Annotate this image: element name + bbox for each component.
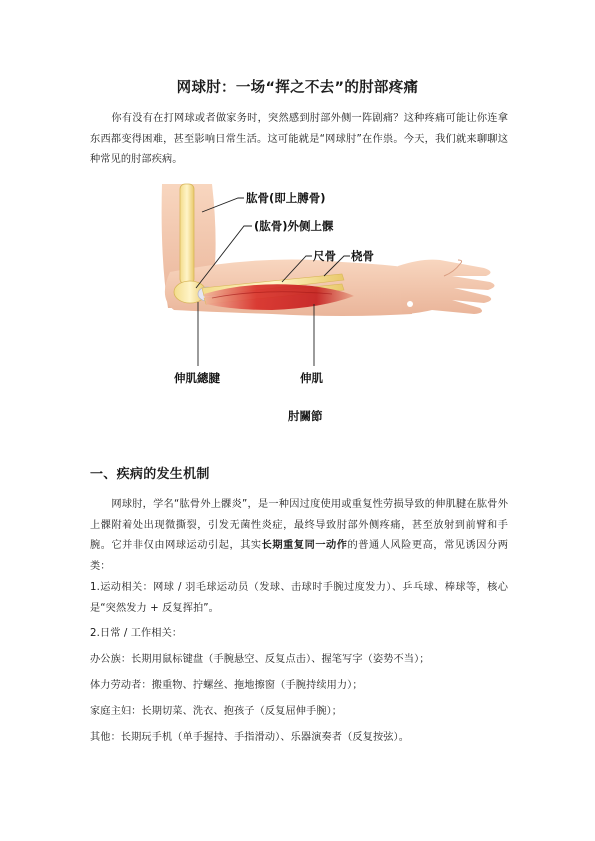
label-lateral-epicondyle: (肱骨)外侧上髁 xyxy=(254,219,334,233)
elbow-anatomy-illustration xyxy=(92,176,512,431)
cause-office-workers: 办公族：长期用鼠标键盘（手腕悬空、反复点击）、握笔写字（姿势不当）； xyxy=(90,654,430,665)
mechanism-emphasis: 长期重复同一动作 xyxy=(261,540,348,551)
intro-paragraph: 你有没有在打网球或者做家务时，突然感到肘部外侧一阵剧痛？这种疼痛可能让你连拿东西都变得困难，甚至影响日常生活。这可能就是“网球肘”在作祟。今天，我们就来聊聊这种常见的肘部疾病。 xyxy=(90,113,508,165)
page-title: 网球肘：一场“挥之不去”的肘部疼痛 xyxy=(176,80,419,96)
label-extensor-tendon: 伸肌總腱 xyxy=(174,371,220,385)
elbow-anatomy-figure xyxy=(92,176,512,431)
cause-daily-work: 2.日常 / 工作相关： xyxy=(90,628,183,639)
mechanism-text-end: 的普通人风险更高，常见诱因分两类： xyxy=(90,540,509,572)
cause-sports: 1.运动相关：网球 / 羽毛球运动员（发球、击球时手腕过度发力）、乒乓球、棒球等，核心是“突然发力 + 反复挥拍”。 xyxy=(90,582,508,614)
label-radius: 桡骨 xyxy=(351,249,374,263)
label-humerus: 肱骨(即上膊骨) xyxy=(246,191,326,205)
label-ulna: 尺骨 xyxy=(313,249,336,263)
cause-homemakers: 家庭主妇：长期切菜、洗衣、抱孩子（反复屈伸手腕）； xyxy=(90,706,343,717)
cause-manual-laborers: 体力劳动者：搬重物、拧螺丝、拖地擦窗（手腕持续用力）； xyxy=(90,680,363,691)
figure-caption: 肘關節 xyxy=(288,409,323,423)
humerus-bone xyxy=(180,184,194,284)
cause-other: 其他：长期玩手机（单手握持、手指滑动）、乐器演奏者（反复按弦）。 xyxy=(90,732,409,743)
hand xyxy=(398,260,495,314)
mechanism-paragraph xyxy=(90,495,508,577)
label-extensor: 伸肌 xyxy=(300,371,323,385)
mechanism-text: 网球肘，学名“肱骨外上髁炎”，是一种因过度使用或重复性劳损导致的伸肌腱在肱骨外上髁附着处出现微撕裂，引发无菌性炎症，最终导致肘部外侧疼痛，甚至放射到前臂和手腕。它并非仅由网球运动引起，其实 xyxy=(90,499,508,551)
pain-point-dot xyxy=(407,301,413,307)
section-heading: 一、疾病的发生机制 xyxy=(90,467,210,482)
